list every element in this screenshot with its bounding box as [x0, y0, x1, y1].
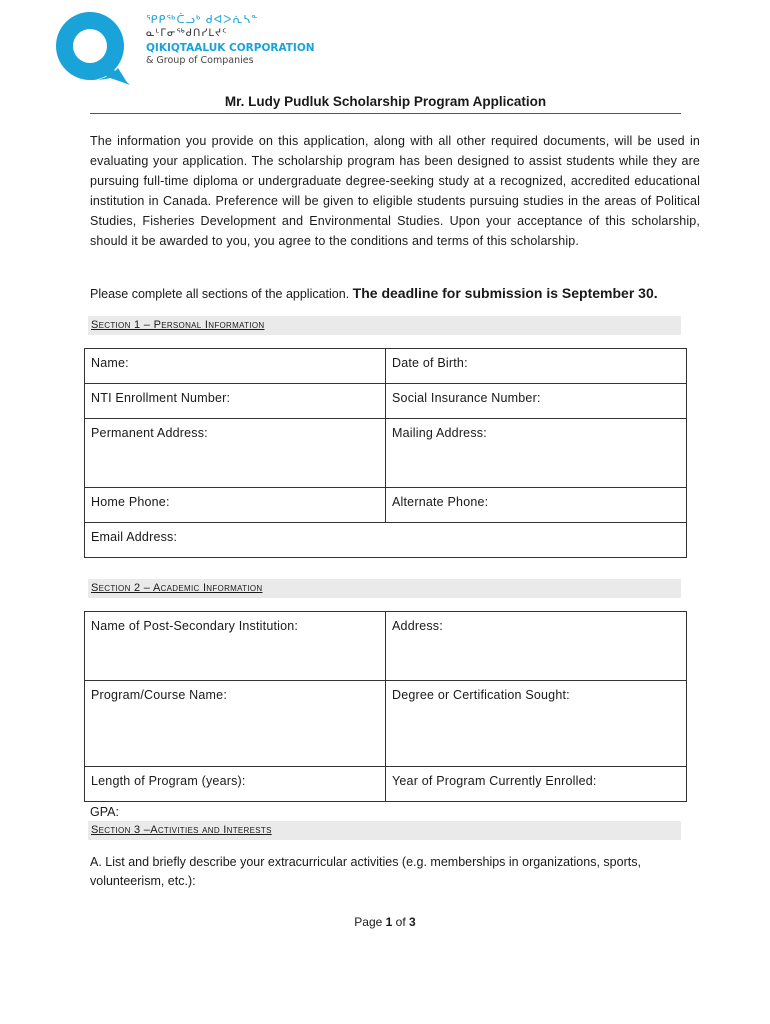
- intro-paragraph: The information you provide on this application, along with all other required documents, will be used in evaluating your application. The scholarship program has been designed to assist students while they are pursuing full-time diploma or undergraduate degree-seeking study at a recognized, accredited educational institution in Canada. Preference will be given to eligible students pursuing studies in the areas of Political Studies, Fisheries Development and Environmental Studies. Upon your acceptance of this scholarship, should it be awarded to you, you agree to the conditions and terms of this scholarship.: [90, 134, 700, 248]
- page-total: 3: [409, 915, 416, 929]
- page-label: Page: [354, 915, 383, 929]
- section3-heading: Section 3 –Activities and Interests: [88, 821, 681, 840]
- email-field[interactable]: Email Address:: [85, 523, 687, 558]
- home-phone-field[interactable]: Home Phone:: [85, 488, 386, 523]
- nti-enrollment-field[interactable]: NTI Enrollment Number:: [85, 384, 386, 419]
- institution-field[interactable]: Name of Post-Secondary Institution:: [85, 612, 386, 681]
- section1-heading: Section 1 – Personal Information: [88, 316, 681, 335]
- sin-field[interactable]: Social Insurance Number:: [386, 384, 687, 419]
- program-year-field[interactable]: Year of Program Currently Enrolled:: [386, 767, 687, 802]
- brand-block: [146, 13, 315, 67]
- program-length-field[interactable]: Length of Program (years):: [85, 767, 386, 802]
- section2-heading: Section 2 – Academic Information: [88, 579, 681, 598]
- personal-info-table: [84, 348, 687, 558]
- page-current: 1: [385, 915, 393, 929]
- mailing-address-field[interactable]: Mailing Address:: [386, 419, 687, 488]
- dob-field[interactable]: Date of Birth:: [386, 349, 687, 384]
- brand-syllabics-2: ᓇᒻᒥᓂᖅᑯᑎᓯᒪᔪᑦ: [146, 28, 228, 39]
- alternate-phone-field[interactable]: Alternate Phone:: [386, 488, 687, 523]
- academic-info-table: [84, 611, 687, 802]
- degree-field[interactable]: Degree or Certification Sought:: [386, 681, 687, 767]
- institution-address-field[interactable]: Address:: [386, 612, 687, 681]
- program-field[interactable]: Program/Course Name:: [85, 681, 386, 767]
- page-title: Mr. Ludy Pudluk Scholarship Program Application: [90, 94, 681, 114]
- page-number: [0, 915, 770, 929]
- qikiqtaaluk-logo-icon: [48, 6, 132, 86]
- gpa-field[interactable]: GPA:: [90, 805, 119, 819]
- permanent-address-field[interactable]: Permanent Address:: [85, 419, 386, 488]
- question-a: A. List and briefly describe your extracurricular activities (e.g. memberships in organizations, sports, volunteerism, etc.):: [90, 855, 641, 888]
- name-field[interactable]: Name:: [85, 349, 386, 384]
- instructions-text: Please complete all sections of the application.: [90, 287, 350, 301]
- brand-group: & Group of Companies: [146, 55, 254, 66]
- instructions: [90, 283, 658, 304]
- page-of-label: of: [395, 915, 406, 929]
- brand-corporation: QIKIQTAALUK CORPORATION: [146, 42, 315, 54]
- brand-syllabics-1: ᕿᑭᖅᑖᓗᒃ ᑯᐊᐳᕇᓴᓐ: [146, 13, 259, 26]
- deadline-text: The deadline for submission is September 30.: [352, 285, 658, 301]
